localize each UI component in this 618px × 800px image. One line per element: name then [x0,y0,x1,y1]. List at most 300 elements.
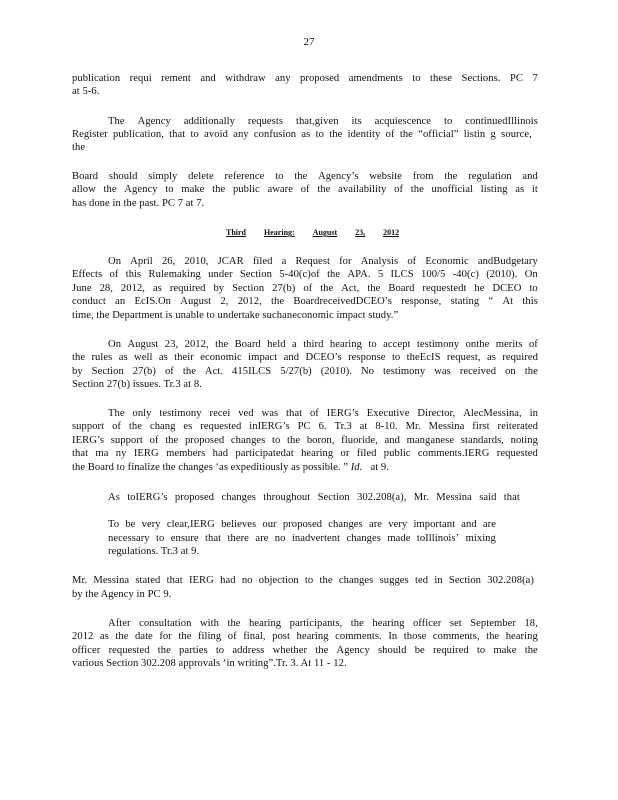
word: Section [448,575,482,586]
word: of [528,339,538,350]
word: that,given [295,116,339,127]
word: no [274,533,286,544]
word: filed [356,448,377,459]
word: throughout [263,492,311,503]
word: as [486,352,496,363]
word: this [125,269,142,280]
word: requests [247,116,284,127]
word: no [241,575,253,586]
word: publication [72,73,121,84]
word: recei [209,408,231,419]
word: the [410,184,424,195]
word: 302.208(a) [487,575,534,586]
word: by [72,366,83,377]
word: hearing [301,448,334,459]
word: for [159,631,172,642]
word: proposed [300,73,340,84]
text-line [72,644,538,657]
word: The [108,408,125,419]
word: Act, [341,283,360,294]
word: 2012, [120,283,145,294]
word: of [394,184,404,195]
word: held [267,339,286,350]
heading-word: 23, [355,228,366,237]
word: proposed [174,492,215,503]
word: parties [179,645,208,656]
word: whether [272,645,308,656]
text-line: time, the Department is unable to undertake suchaneconomic impact study.” [72,310,399,321]
text-line [72,183,538,196]
word: required [169,283,206,294]
word: the [212,184,226,195]
word: continuedIllinois [465,116,538,127]
word: Board [72,171,99,182]
word: 2012 [72,631,94,642]
word: and [283,352,300,363]
word: make [181,184,205,195]
word: changes [328,519,363,530]
word: be [414,645,425,656]
word: Board [234,339,261,350]
heading-word: Third [226,228,247,237]
word: was [434,366,451,377]
word: PC [297,421,311,432]
word: 2, [220,296,229,307]
word: conduct [72,296,106,307]
word: listin [463,129,486,140]
word: standards, [460,435,504,446]
word: a [292,339,297,350]
text-line [108,255,538,268]
word: manganese [406,435,455,446]
word: 2012, [237,296,262,307]
page-number: 27 [303,36,315,48]
word: and [384,435,400,446]
word: officer [412,618,442,629]
word: he [474,283,485,294]
word: testimony [416,339,460,350]
word: to [476,645,486,656]
word: support [110,435,143,446]
word: inIERG’s [249,421,290,432]
word: 7 [532,73,538,84]
word: of [407,256,417,267]
word: Register [72,129,108,140]
text-line [72,461,538,474]
word: comments.IERG [417,448,490,459]
word: August [127,339,159,350]
word: hearing [249,618,282,629]
word: Mr. [405,421,421,432]
word: that [169,129,186,140]
word: testimony [382,366,426,377]
word: the [315,645,329,656]
word: to [391,352,401,363]
word: response [348,352,386,363]
word: the [524,366,538,377]
word: 6. [318,421,327,432]
word: the [294,171,308,182]
word: the [115,631,129,642]
word: the [182,366,196,377]
word: 100/5 [421,269,446,280]
word: Section [317,492,350,503]
text-line: at 5-6. [72,86,100,97]
word: that [72,448,89,459]
word: the [178,631,192,642]
word: Sections. [461,73,501,84]
word: hearing [329,339,362,350]
word: hearing [296,631,329,642]
heading-word: Hearing: [264,228,295,237]
word: as [118,352,128,363]
word: to [275,171,284,182]
word: these [430,73,453,84]
word: by [213,283,225,294]
word: changes [346,533,381,544]
word: Mr. [72,575,88,586]
text-line [72,365,538,378]
text-run: at 9. [370,462,389,473]
word: believes [221,519,257,530]
word: changes [221,492,256,503]
word: reference [224,171,265,182]
text-line [72,351,538,364]
word: or [340,448,350,459]
word: testimony [159,408,202,419]
word: to [190,129,199,140]
block-quote-line: regulations. Tr.3 at 9. [108,546,200,557]
word: the [165,435,179,446]
word: avoid [204,129,228,140]
word: Director, [417,408,456,419]
word: 18, [524,618,538,629]
word: proposed [282,519,323,530]
word: Mr. [413,492,429,503]
word: Board [388,283,415,294]
word: JCAR [217,256,244,267]
word: to [412,73,421,84]
word: objection [258,575,299,586]
word: changes [338,575,374,586]
word: to [215,645,225,656]
word: date [134,631,153,642]
word: 2012, [184,339,209,350]
text-line [72,128,532,141]
word: of [300,184,310,195]
word: No [360,366,375,377]
text-line [72,72,538,85]
word: toIllinois’ [416,533,460,544]
text-line [72,630,538,643]
word: should [108,171,138,182]
word: boron, [306,435,335,446]
word: as [158,352,168,363]
word: “official” [418,129,459,140]
word: of [164,366,174,377]
word: mixing [465,533,496,544]
word: said [479,492,497,503]
word: request, [446,352,481,363]
word: participants, [289,618,343,629]
block-quote-line [108,532,496,545]
word: rules [91,352,113,363]
word: economic [200,352,242,363]
word: After [108,618,131,629]
word: had [212,448,229,459]
text-line [72,170,538,183]
word: 5-40(c)of [279,269,320,280]
word: 8-10. [375,421,398,432]
word: availability [338,184,387,195]
word: hearing [372,618,405,629]
word: es [183,421,193,432]
word: withdraw [225,73,266,84]
word: the [444,171,458,182]
word: proposed [184,435,225,446]
word: As [108,492,120,503]
word: in [529,408,538,419]
word: accept [383,339,411,350]
word: IERG’s [72,435,105,446]
word: unofficial [431,184,474,195]
section-heading [226,228,399,237]
word: delete [188,171,214,182]
word: only [132,408,152,419]
text-line: has done in the past. PC 7 at 7. [72,198,205,209]
word: members [166,448,206,459]
text-line [108,407,538,420]
word: of [109,269,119,280]
word: “ [488,296,494,307]
word: our [262,519,277,530]
word: required [502,352,538,363]
word: On [524,269,538,280]
word: requestedt [422,283,467,294]
text-line [72,574,534,587]
word: this [522,296,538,307]
text-line: various Section 302.208 approvals ‘in writing”.Tr. 3. At 11 - 12. [72,658,347,669]
word: ved [238,408,254,419]
block-quote-line [108,518,496,531]
word: fluoride, [341,435,378,446]
text-line [72,282,538,295]
word: (2010). [486,269,518,280]
word: confusion [253,129,297,140]
word: under [208,269,233,280]
word: 2010, [184,256,209,267]
word: to [444,116,453,127]
word: Executive [366,408,410,419]
word: of [303,283,313,294]
word: the [103,184,117,195]
word: the [215,339,229,350]
word: set [449,618,462,629]
word: acquiescence [374,116,432,127]
word: 5 [377,269,384,280]
word: of [112,421,121,432]
word: 27(b) [272,283,296,294]
word: public [383,448,411,459]
word: Section [239,269,272,280]
word: to [272,435,281,446]
word: as [99,631,109,642]
word: 302.208(a), [357,492,407,503]
word: for [339,256,352,267]
word: the [287,435,301,446]
word: the [524,645,538,656]
citation-id: Id. [350,462,363,473]
word: Messina [93,575,130,586]
word: 28, [99,283,113,294]
word: consultation [139,618,192,629]
word: and [200,73,216,84]
word: merits [495,339,523,350]
word: filing [197,631,222,642]
word: should [377,645,407,656]
word: APA. [347,269,371,280]
word: address [232,645,265,656]
word: made [387,533,411,544]
word: Section [91,366,124,377]
word: that [286,408,303,419]
word: clear,IERG [166,519,215,530]
word: Messina [428,421,465,432]
word: noting [510,435,538,446]
word: Request [295,256,330,267]
word: the [320,283,334,294]
word: the [271,296,285,307]
text-line: the [72,142,86,153]
word: are [482,519,496,530]
word: are [368,519,383,530]
word: the [128,421,143,432]
word: of [309,408,319,419]
word: with [199,618,219,629]
word: 23, [164,339,179,350]
word: requested [200,421,242,432]
word: participatedat [235,448,294,459]
word: required [432,645,469,656]
word: September [470,618,516,629]
word: any [233,129,249,140]
word: ted [414,575,429,586]
word: -40(c) [452,269,479,280]
word: chang [149,421,176,432]
text-line [72,295,538,308]
word: IERG’s [326,408,359,419]
word: requi [129,73,152,84]
word: the [319,575,333,586]
word: to [165,184,174,195]
word: first [472,421,490,432]
word: in [434,575,443,586]
word: of [385,129,395,140]
word: publication, [112,129,164,140]
text-line: by the Agency in PC 9. [72,589,172,600]
word: as [152,283,162,294]
word: to [304,575,314,586]
word: filed [252,256,273,267]
word: be [125,519,136,530]
text-line [72,447,538,460]
word: comments, [432,631,480,642]
word: the [329,129,343,140]
word: to [315,129,324,140]
word: the [350,618,364,629]
word: ILCS [390,269,414,280]
text-line [108,491,520,504]
word: April [130,256,153,267]
word: 27(b) [132,366,156,377]
word: sugges [379,575,409,586]
word: Effects [72,269,103,280]
word: had [220,575,236,586]
word: to [368,339,377,350]
word: Economic [425,256,469,267]
word: the [227,618,241,629]
word: Agency [124,184,158,195]
word: on [505,366,516,377]
word: of [227,631,237,642]
word: August [180,296,212,307]
word: and [522,171,538,182]
word: The [108,116,125,127]
word: that [503,492,520,503]
word: the [72,352,86,363]
word: there [227,533,249,544]
word: ny [115,448,127,459]
word: (2010). [320,366,352,377]
word: response, [401,296,442,307]
word: regulation [468,171,512,182]
word: hearing [505,631,538,642]
text-line [72,434,538,447]
word: its [351,116,362,127]
word: stated [135,575,161,586]
word: the [327,269,341,280]
heading-word: August [312,228,338,237]
word: source, [501,129,532,140]
word: important [413,519,456,530]
word: 415ILCS [232,366,272,377]
word: 5/27(b) [280,366,312,377]
text-line [72,420,538,433]
word: allow [72,184,96,195]
word: To [108,519,120,530]
word: Tr.3 [334,421,352,432]
word: comments. [335,631,382,642]
word: and [461,519,477,530]
word: from [412,171,434,182]
word: g [490,129,496,140]
word: officer [72,645,101,656]
word: was [261,408,279,419]
word: EcIS.On [134,296,172,307]
word: toIERG’s [127,492,168,503]
word: IERG [188,575,214,586]
heading-word: 2012 [383,228,400,237]
text-line [108,617,538,630]
word: On [108,256,122,267]
word: of [149,435,159,446]
word: Agency [336,645,370,656]
word: On [108,339,122,350]
word: as [515,184,525,195]
word: at [359,421,368,432]
word: it [531,184,538,195]
word: Analysis [360,256,399,267]
